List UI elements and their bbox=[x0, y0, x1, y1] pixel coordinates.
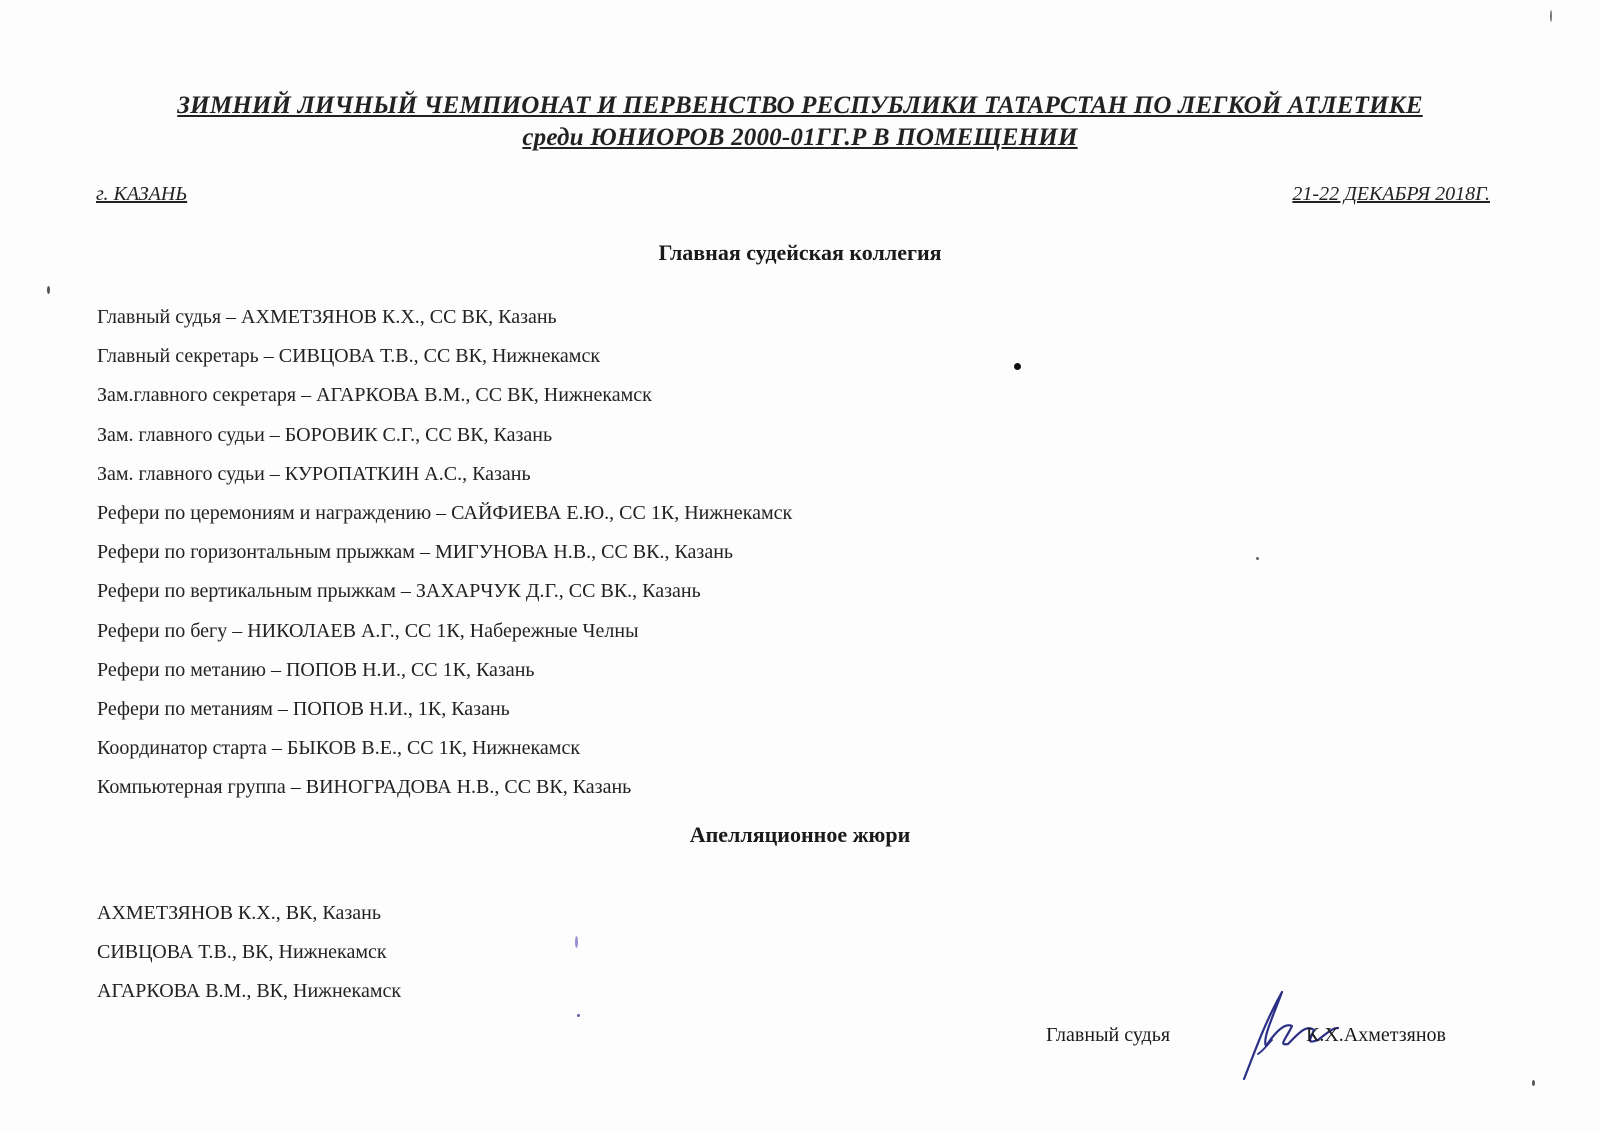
list-item: Рефери по метанию – ПОПОВ Н.И., СС 1К, Казань bbox=[97, 658, 535, 681]
list-item: Рефери по бегу – НИКОЛАЕВ А.Г., СС 1К, Набережные Челны bbox=[97, 619, 639, 642]
list-item: Рефери по церемониям и награждению – САЙФИЕВА Е.Ю., СС 1К, Нижнекамск bbox=[97, 501, 793, 524]
list-item: АГАРКОВА В.М., ВК, Нижнекамск bbox=[97, 980, 402, 1003]
event-city: г. КАЗАНЬ bbox=[96, 183, 188, 205]
ink-speck bbox=[47, 286, 50, 294]
list-item: Координатор старта – БЫКОВ В.Е., СС 1К, Нижнекамск bbox=[97, 737, 581, 760]
event-date: 21-22 ДЕКАБРЯ 2018Г. bbox=[1292, 183, 1490, 205]
ink-speck bbox=[1532, 1080, 1535, 1086]
list-item: Зам.главного секретаря – АГАРКОВА В.М., СС ВК, Нижнекамск bbox=[97, 384, 652, 407]
appeal-jury-list bbox=[97, 902, 401, 1020]
ink-speck bbox=[575, 936, 578, 948]
ink-speck bbox=[1256, 557, 1259, 560]
signature-block bbox=[1046, 1024, 1486, 1084]
list-item: Рефери по метаниям – ПОПОВ Н.И., 1К, Казань bbox=[97, 697, 510, 720]
list-item: АХМЕТЗЯНОВ К.Х., ВК, Казань bbox=[97, 902, 381, 924]
list-item: Рефери по вертикальным прыжкам – ЗАХАРЧУК Д.Г., СС ВК., Казань bbox=[97, 580, 701, 603]
list-item: Главный судья – АХМЕТЗЯНОВ К.Х., СС ВК, Казань bbox=[97, 306, 557, 328]
document-title-line2: среди ЮНИОРОВ 2000-01ГГ.Р В ПОМЕЩЕНИИ bbox=[522, 124, 1078, 151]
list-item: Зам. главного судьи – БОРОВИК С.Г., СС ВК, Казань bbox=[97, 423, 553, 446]
appeal-jury-heading: Апелляционное жюри bbox=[689, 822, 911, 847]
list-item: Компьютерная группа – ВИНОГРАДОВА Н.В., СС ВК, Казань bbox=[97, 776, 632, 799]
signature-role: Главный судья bbox=[1046, 1024, 1171, 1046]
ink-speck bbox=[1550, 10, 1552, 22]
list-item: Рефери по горизонтальным прыжкам – МИГУНОВА Н.В., СС ВК., Казань bbox=[97, 541, 734, 564]
ink-speck bbox=[1014, 363, 1021, 370]
list-item: Главный секретарь – СИВЦОВА Т.В., СС ВК, Нижнекамск bbox=[97, 345, 601, 368]
document-title-line1: ЗИМНИЙ ЛИЧНЫЙ ЧЕМПИОНАТ И ПЕРВЕНСТВО РЕСПУБЛИКИ ТАТАРСТАН ПО ЛЕГКОЙ АТЛЕТИКЕ bbox=[177, 92, 1423, 119]
ink-speck bbox=[577, 1014, 580, 1017]
chief-panel-list bbox=[97, 306, 792, 815]
list-item: Зам. главного судьи – КУРОПАТКИН А.С., Казань bbox=[97, 462, 531, 485]
signature-name: К.Х.Ахметзянов bbox=[1306, 1024, 1446, 1046]
chief-panel-heading: Главная судейская коллегия bbox=[658, 240, 942, 265]
list-item: СИВЦОВА Т.В., ВК, Нижнекамск bbox=[97, 941, 387, 964]
